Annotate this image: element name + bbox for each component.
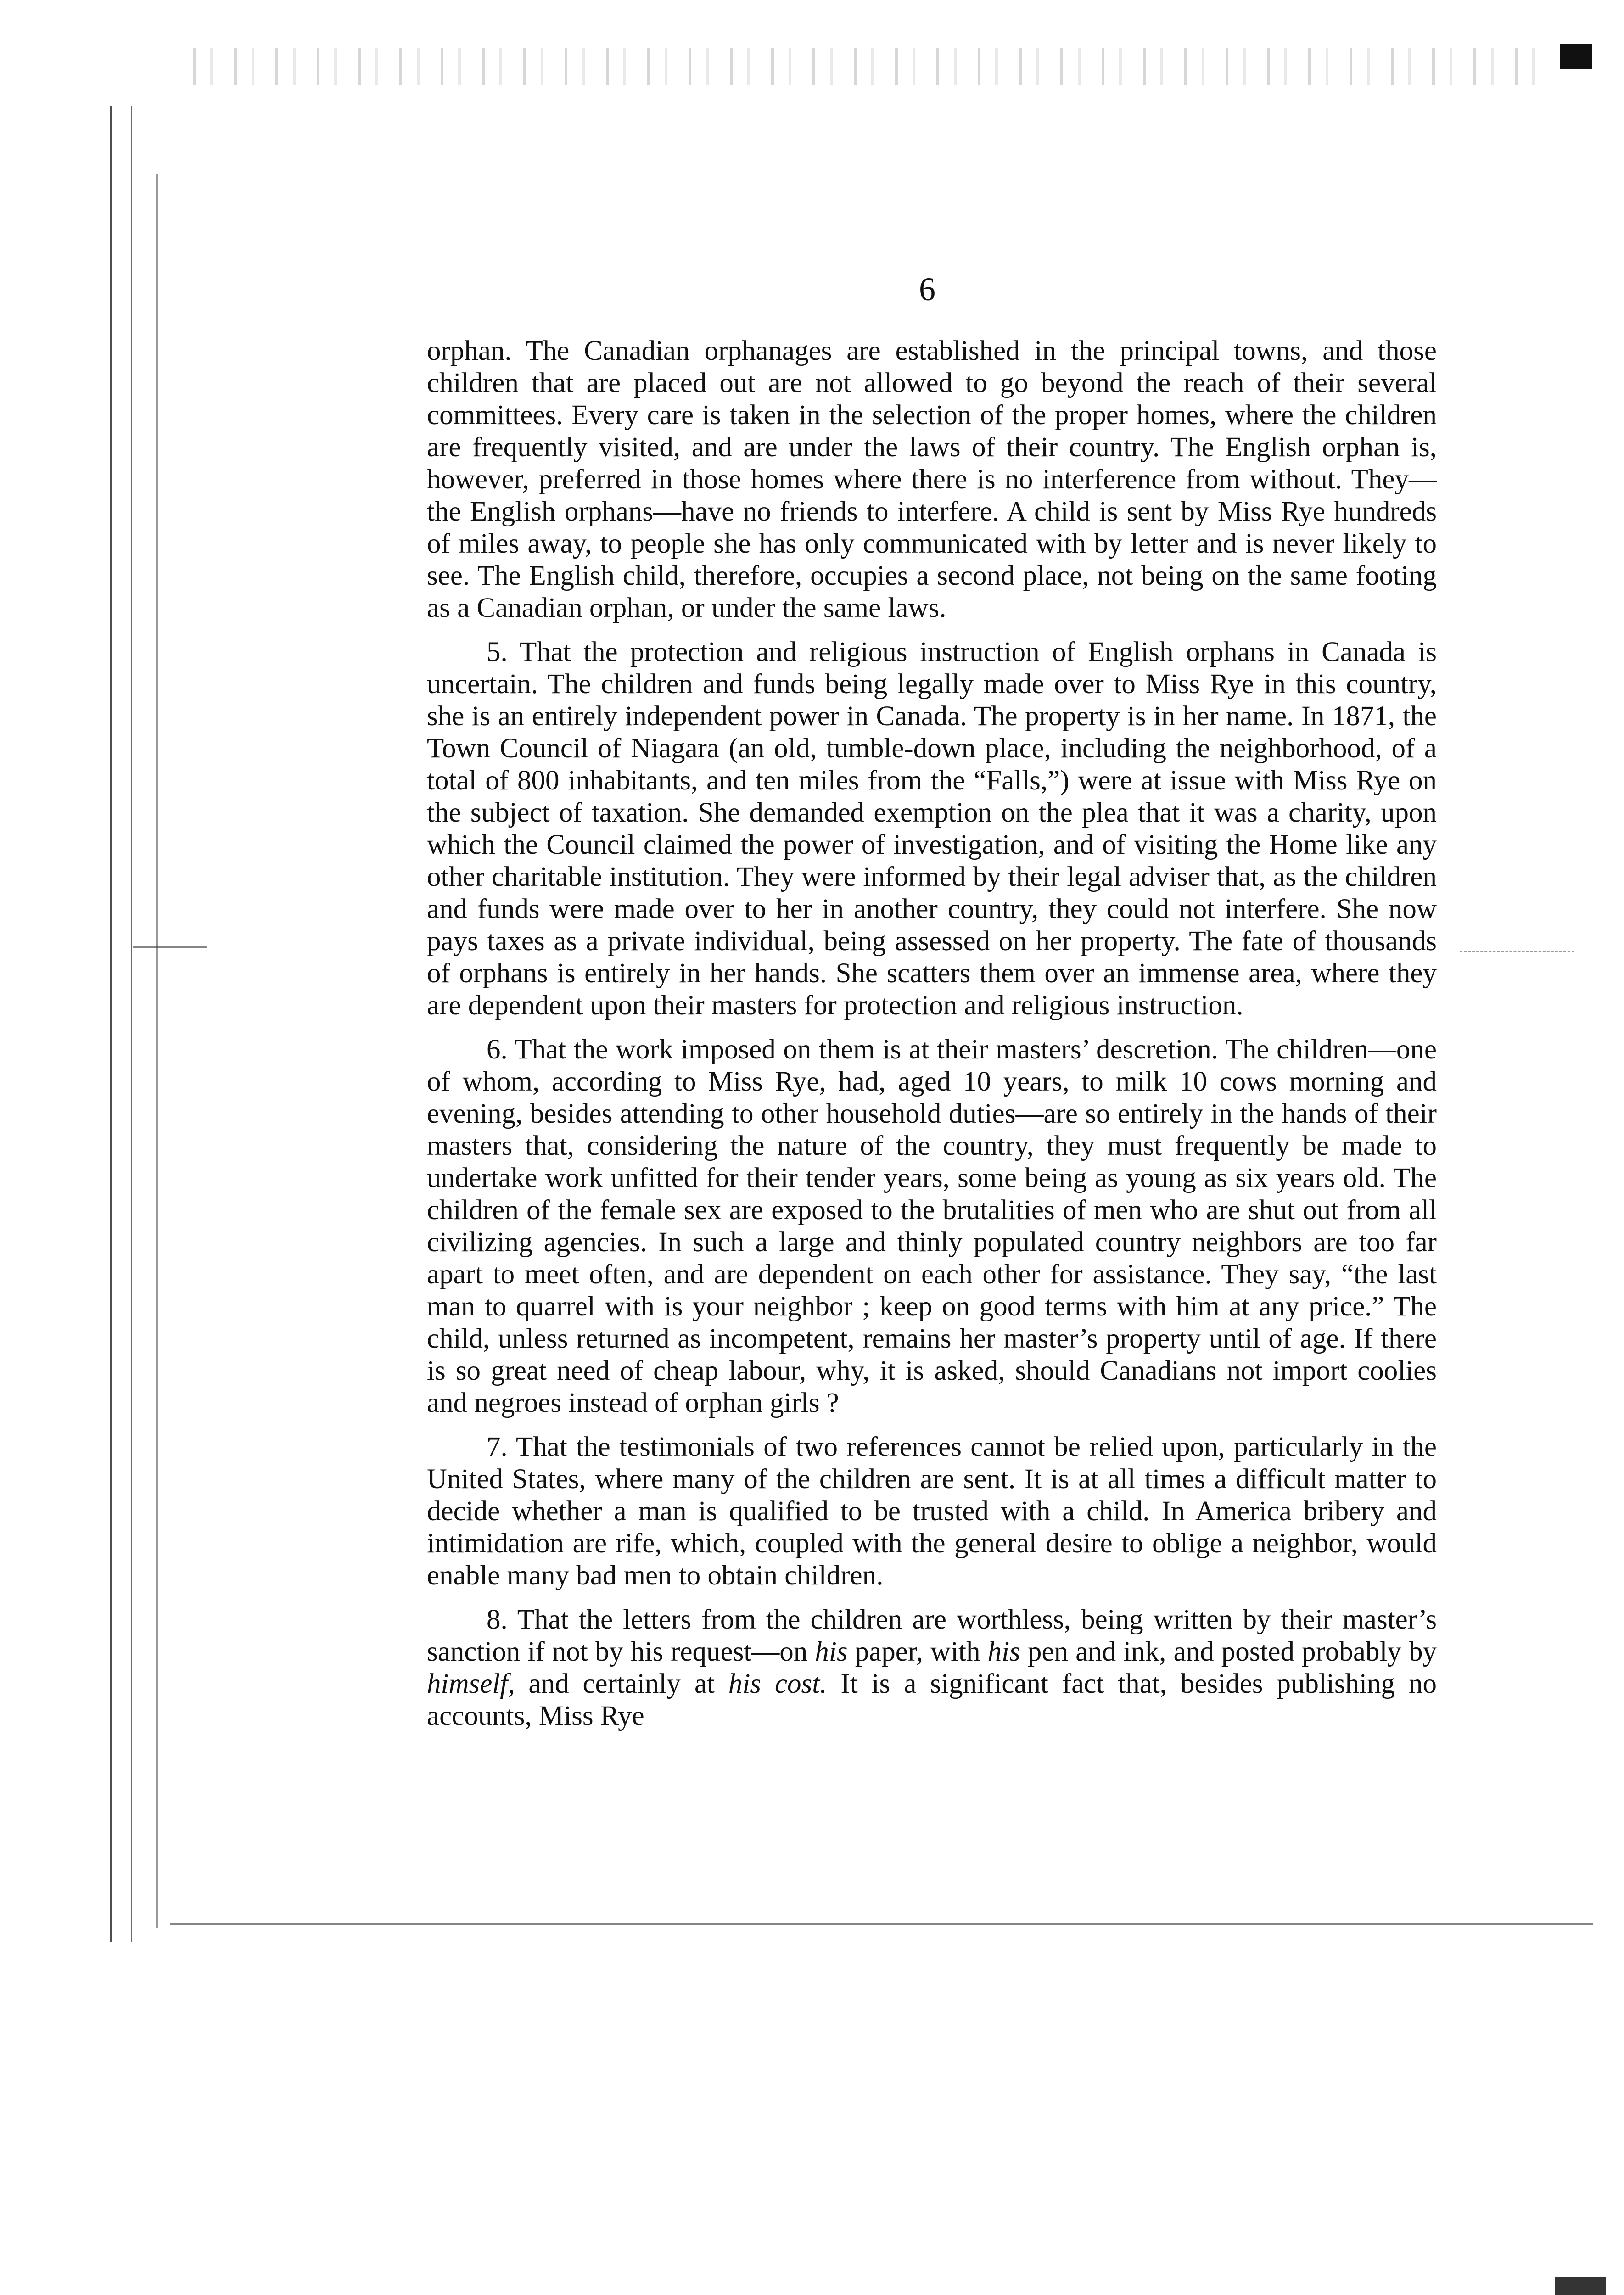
paragraph-8-text-3: pen and ink, and posted probably by <box>1020 1636 1437 1667</box>
margin-dash-right <box>1460 951 1574 954</box>
paragraph-8-emphasis-his-1: his <box>815 1636 848 1667</box>
paragraph-8-emphasis-himself: himself, <box>427 1668 515 1699</box>
scan-corner-mark <box>1560 44 1592 69</box>
paragraph-8 <box>427 1604 1437 1732</box>
paragraph-7: 7. That the testimonials of two references cannot be relied upon, particularly in the United States, where many of the children are sent. It is at all times a difficult matter to decide whether a man is qualified to be trusted with a child. In America bribery and intimidation are rife, which, coupled with the general desire to oblige a neighbor, would enable many bad men to obtain children. <box>427 1432 1437 1591</box>
scan-left-line <box>156 174 158 1928</box>
paragraph-8-text-4: and certainly at <box>515 1668 728 1699</box>
paragraph-8-text-1: 8. That the letters from the children are worthless, being written by their master’s sanction if not by his request—on <box>427 1604 1437 1667</box>
paragraph-8-text-2: paper, with <box>847 1636 988 1667</box>
scan-top-edge <box>193 48 1551 85</box>
paragraph-6: 6. That the work imposed on them is at their masters’ descretion. The children—one of whom, according to Miss Rye, had, aged 10 years, to milk 10 cows morning and evening, besides attending to other household duties—are so entirely in the hands of their masters that, considering the nature of the country, they must frequently be made to undertake work unfitted for their tender years, some being as young as six years old. The children of the female sex are exposed to the brutalities of men who are shut out from all civilizing agencies. In such a large and thinly populated country neighbors are too far apart to meet often, and are dependent on each other for assistance. They say, “the last man to quarrel with is your neighbor ; keep on good terms with him at any price.” The child, unless returned as incompetent, remains her master’s property until of age. If there is so great need of cheap labour, why, it is asked, should Canadians not import coolies and negroes instead of orphan girls ? <box>427 1034 1437 1418</box>
scan-bottom-rule <box>170 1923 1593 1925</box>
document-body <box>427 335 1437 1744</box>
paragraph-8-emphasis-his-2: his <box>987 1636 1020 1667</box>
margin-dash-left <box>133 946 207 948</box>
paragraph-5: 5. That the protection and religious instruction of English orphans in Canada is uncertain. The children and funds being legally made over to Miss Rye in this country, she is an entirely independent power in Canada. The property is in her name. In 1871, the Town Council of Niagara (an old, tumble-down place, including the neighborhood, of a total of 800 inhabitants, and ten miles from the “Falls,”) were at issue with Miss Rye on the subject of taxation. She demanded exemption on the plea that it was a charity, upon which the Council claimed the power of investigation, and of visiting the Home like any other charitable institution. They were informed by their legal adviser that, as the children and funds were made over to her in another country, they could not interfere. She now pays taxes as a private individual, being assessed on her property. The fate of thousands of orphans is entirely in her hands. She scatters them over an immense area, where they are dependent upon their masters for protection and religious instruction. <box>427 637 1437 1021</box>
scan-left-binding <box>110 106 132 1942</box>
page-number: 6 <box>919 271 935 308</box>
paragraph-8-text-5: It is a significant fact that, besides publishing no accounts, Miss Rye <box>427 1668 1437 1731</box>
scan-bottom-corner-mark <box>1555 2277 1606 2295</box>
paragraph-8-emphasis-his-cost: his cost. <box>728 1668 827 1699</box>
paragraph-continuation: orphan. The Canadian orphanages are established in the principal towns, and those children that are placed out are not allowed to go beyond the reach of their several committees. Every care is taken in the selection of the proper homes, where the children are frequently visited, and are under the laws of their country. The English orphan is, however, preferred in those homes where there is no interference from without. They—the English orphans—have no friends to interfere. A child is sent by Miss Rye hundreds of miles away, to people she has only communicated with by letter and is never likely to see. The English child, therefore, occupies a second place, not being on the same footing as a Canadian orphan, or under the same laws. <box>427 336 1437 623</box>
